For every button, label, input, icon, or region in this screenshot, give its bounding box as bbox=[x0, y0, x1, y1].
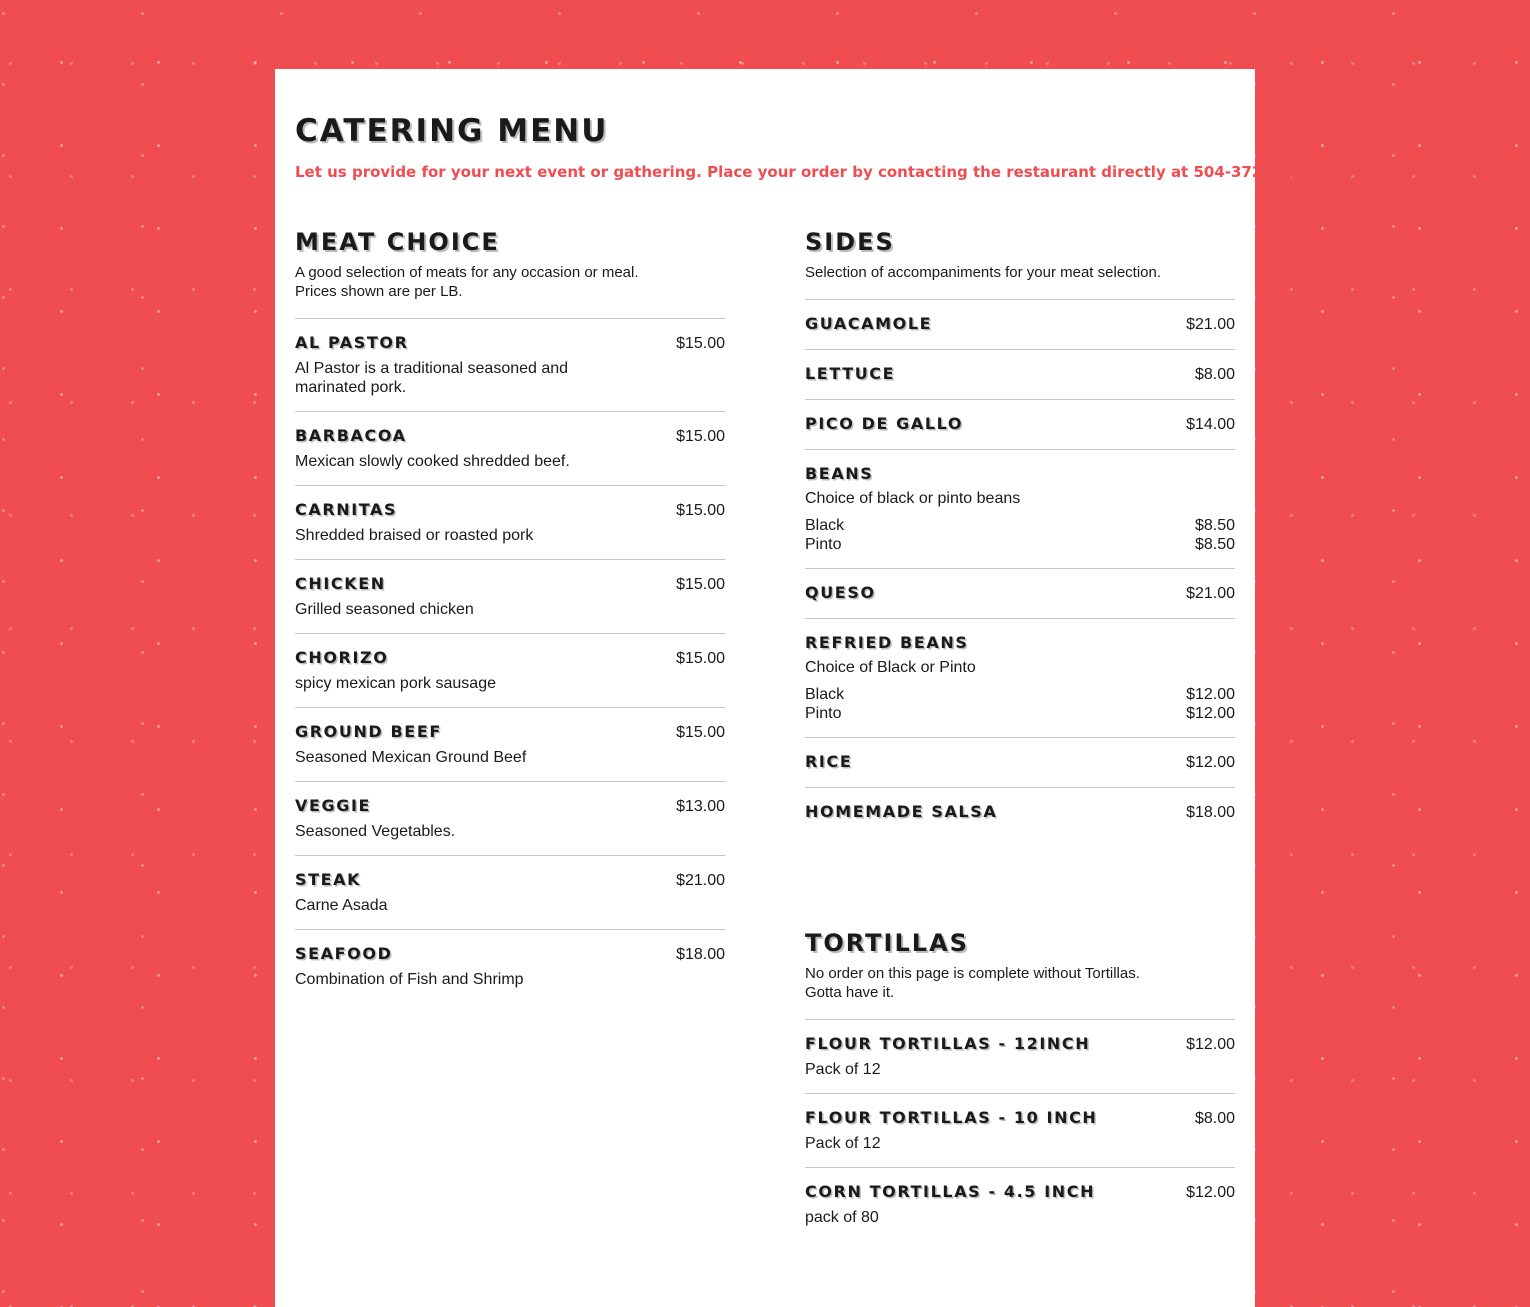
menu-item-barbacoa bbox=[295, 411, 725, 485]
item-name: QUESO bbox=[805, 583, 876, 602]
item-desc: Seasoned Vegetables. bbox=[295, 823, 456, 840]
item-desc: Choice of black or pinto beans bbox=[805, 490, 1021, 507]
item-price: $15.00 bbox=[676, 724, 725, 741]
item-price: $18.00 bbox=[1186, 804, 1235, 821]
menu-item-al-pastor bbox=[295, 318, 725, 411]
option-label: Black bbox=[805, 686, 845, 703]
item-name: HOMEMADE SALSA bbox=[805, 802, 998, 821]
meat-list bbox=[295, 318, 725, 1003]
item-price: $21.00 bbox=[676, 872, 725, 889]
item-name: CHICKEN bbox=[295, 574, 386, 593]
item-name: LETTUCE bbox=[805, 364, 896, 383]
section-title-tortillas: TORTILLAS bbox=[805, 929, 969, 957]
page-title: CATERING MENU bbox=[295, 113, 609, 149]
section-desc-sides: Selection of accompaniments for your meat selection. bbox=[805, 264, 1162, 281]
item-desc: Combination of Fish and Shrimp bbox=[295, 971, 524, 988]
menu-item-beans bbox=[805, 449, 1235, 568]
item-price: $8.00 bbox=[1194, 1110, 1235, 1127]
menu-item-ground-beef bbox=[295, 707, 725, 781]
option-label: Black bbox=[805, 517, 845, 534]
section-title-sides: SIDES bbox=[805, 228, 895, 256]
menu-item-flour-10 bbox=[805, 1093, 1235, 1167]
menu-item-queso bbox=[805, 568, 1235, 618]
menu-item-guacamole bbox=[805, 299, 1235, 349]
item-name: FLOUR TORTILLAS - 10 INCH bbox=[805, 1108, 1098, 1127]
item-desc: Carne Asada bbox=[295, 897, 388, 914]
menu-item-chicken bbox=[295, 559, 725, 633]
meat-section bbox=[295, 227, 725, 1003]
menu-item-corn-4-5 bbox=[805, 1167, 1235, 1241]
item-name: PICO DE GALLO bbox=[805, 414, 964, 433]
option-label: Pinto bbox=[805, 536, 842, 553]
menu-item-refried-beans bbox=[805, 618, 1235, 737]
menu-item-steak bbox=[295, 855, 725, 929]
section-desc-line: No order on this page is complete without Tortillas. bbox=[805, 965, 1140, 982]
item-options bbox=[805, 516, 1235, 554]
item-price: $15.00 bbox=[676, 335, 725, 352]
tortillas-list bbox=[805, 1019, 1235, 1241]
item-price: $14.00 bbox=[1186, 416, 1235, 433]
section-desc-line: Gotta have it. bbox=[805, 984, 895, 1001]
section-desc-line: A good selection of meats for any occasion or meal. bbox=[295, 264, 639, 281]
menu-item-seafood bbox=[295, 929, 725, 1003]
item-option bbox=[805, 516, 1235, 535]
section-desc-meat bbox=[295, 263, 725, 301]
item-desc: Grilled seasoned chicken bbox=[295, 601, 474, 618]
item-option bbox=[805, 685, 1235, 704]
item-desc: spicy mexican pork sausage bbox=[295, 675, 496, 692]
item-desc: Shredded braised or roasted pork bbox=[295, 527, 534, 544]
option-price: $12.00 bbox=[1186, 686, 1235, 703]
item-options bbox=[805, 685, 1235, 723]
item-name: CHORIZO bbox=[295, 648, 389, 667]
item-name: STEAK bbox=[295, 870, 362, 889]
sides-list bbox=[805, 299, 1235, 837]
item-price: $15.00 bbox=[676, 576, 725, 593]
item-desc: Mexican slowly cooked shredded beef. bbox=[295, 453, 570, 470]
intro-text: Let us provide for your next event or gathering. Place your order by contacting the restaurant directly at 504-372-3224 bbox=[295, 163, 1311, 181]
item-option bbox=[805, 535, 1235, 554]
item-price: $8.00 bbox=[1194, 366, 1235, 383]
item-name: SEAFOOD bbox=[295, 944, 393, 963]
item-price: $13.00 bbox=[676, 798, 725, 815]
menu-item-veggie bbox=[295, 781, 725, 855]
item-price: $12.00 bbox=[1186, 754, 1235, 771]
section-desc-tortillas bbox=[805, 964, 1235, 1002]
item-desc: Al Pastor is a traditional seasoned and marinated pork. bbox=[295, 360, 569, 396]
item-desc: Pack of 12 bbox=[805, 1135, 881, 1152]
item-name: REFRIED BEANS bbox=[805, 633, 969, 652]
option-price: $8.50 bbox=[1194, 536, 1235, 553]
option-price: $12.00 bbox=[1186, 705, 1235, 722]
item-name: GROUND BEEF bbox=[295, 722, 442, 741]
item-name: GUACAMOLE bbox=[805, 314, 933, 333]
item-name: BARBACOA bbox=[295, 426, 407, 445]
item-price: $18.00 bbox=[676, 946, 725, 963]
item-price: $12.00 bbox=[1186, 1184, 1235, 1201]
menu-item-flour-12 bbox=[805, 1019, 1235, 1093]
item-name: FLOUR TORTILLAS - 12INCH bbox=[805, 1034, 1091, 1053]
menu-item-carnitas bbox=[295, 485, 725, 559]
item-desc: Choice of Black or Pinto bbox=[805, 659, 976, 676]
option-label: Pinto bbox=[805, 705, 842, 722]
item-price: $21.00 bbox=[1186, 585, 1235, 602]
item-desc: Pack of 12 bbox=[805, 1061, 881, 1078]
item-name: AL PASTOR bbox=[295, 333, 409, 352]
menu-item-chorizo bbox=[295, 633, 725, 707]
menu-item-rice bbox=[805, 737, 1235, 787]
menu-item-lettuce bbox=[805, 349, 1235, 399]
item-desc: pack of 80 bbox=[805, 1209, 879, 1226]
item-name: RICE bbox=[805, 752, 853, 771]
item-price: $15.00 bbox=[676, 502, 725, 519]
item-name: BEANS bbox=[805, 464, 874, 483]
menu-sheet bbox=[275, 69, 1311, 1307]
option-price: $8.50 bbox=[1194, 517, 1235, 534]
item-name: VEGGIE bbox=[295, 796, 372, 815]
item-price: $21.00 bbox=[1186, 316, 1235, 333]
section-desc-line: Prices shown are per LB. bbox=[295, 283, 463, 300]
item-price: $12.00 bbox=[1186, 1036, 1235, 1053]
item-desc: Seasoned Mexican Ground Beef bbox=[295, 749, 527, 766]
section-title-meat: MEAT CHOICE bbox=[295, 228, 500, 256]
menu-item-homemade-salsa bbox=[805, 787, 1235, 837]
item-name: CORN TORTILLAS - 4.5 INCH bbox=[805, 1182, 1096, 1201]
item-price: $15.00 bbox=[676, 650, 725, 667]
menu-item-pico-de-gallo bbox=[805, 399, 1235, 449]
sides-section bbox=[805, 227, 1235, 837]
item-option bbox=[805, 704, 1235, 723]
tortillas-section bbox=[805, 928, 1235, 1241]
item-price: $15.00 bbox=[676, 428, 725, 445]
item-name: CARNITAS bbox=[295, 500, 398, 519]
